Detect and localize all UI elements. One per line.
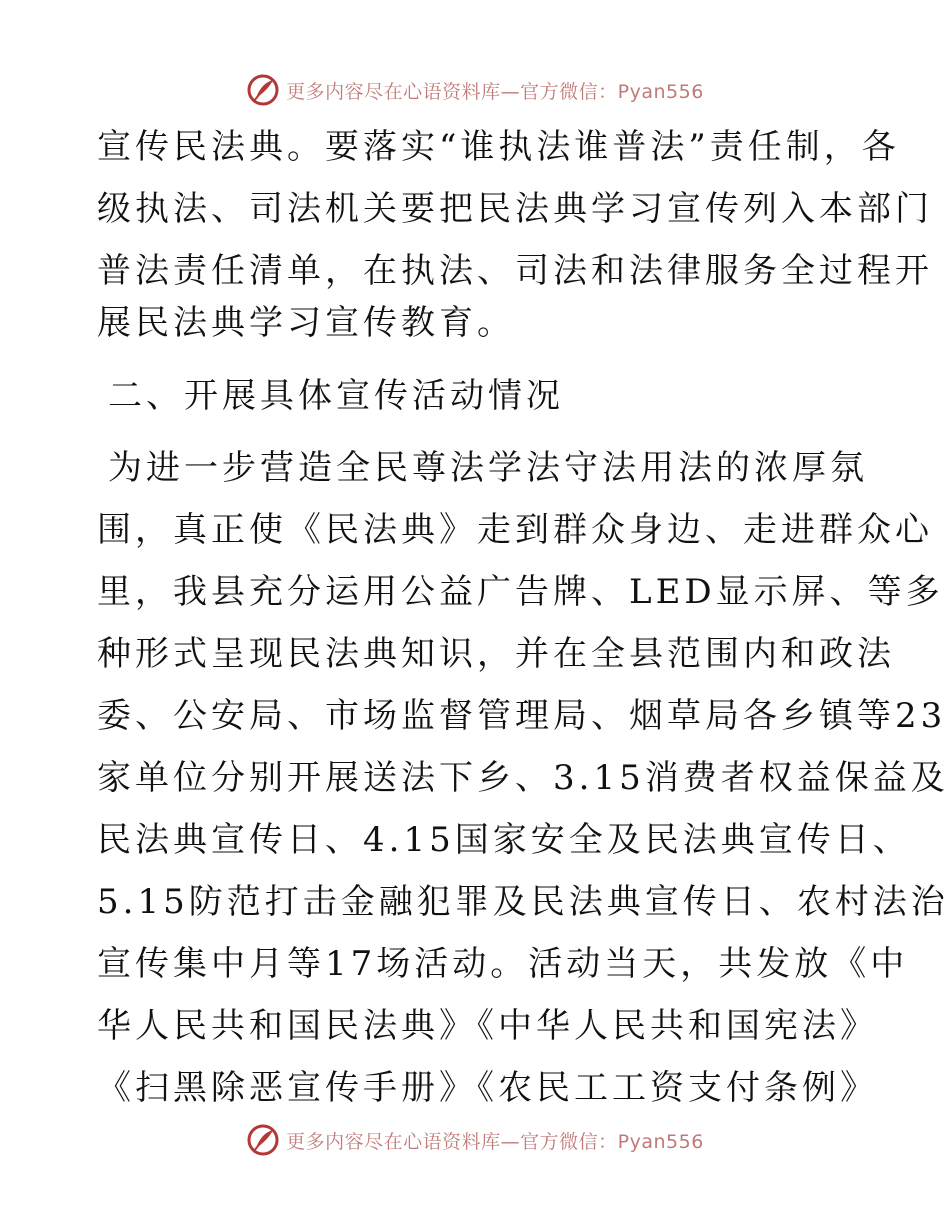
watermark-text: 更多内容尽在心语资料库—官方微信：Pyan556 (286, 1130, 704, 1153)
paragraph-line: 5.15防范打击金融犯罪及民法典宣传日、农村法治 (97, 882, 949, 922)
paragraph-line: 围，真正使《民法典》走到群众身边、走进群众心 (97, 510, 933, 550)
paragraph-line: 里，我县充分运用公益广告牌、LED显示屏、等多 (97, 572, 944, 612)
paragraph-line: 普法责任清单，在执法、司法和法律服务全过程开 (97, 251, 933, 291)
paragraph-line: 为进一步营造全民尊法学法守法用法的浓厚氛 (108, 448, 868, 488)
paragraph-line: 家单位分别开展送法下乡、3.15消费者权益保益及 (97, 758, 949, 798)
paragraph-line: 展民法典学习宣传教育。 (97, 303, 515, 343)
paragraph-line: 种形式呈现民法典知识，并在全县范围内和政法 (97, 634, 895, 674)
paragraph-line: 民法典宣传日、4.15国家安全及民法典宣传日、 (97, 820, 911, 860)
paragraph-line: 级执法、司法机关要把民法典学习宣传列入本部门 (97, 189, 933, 229)
feather-logo-icon (246, 1123, 280, 1157)
paragraph-line: 宣传集中月等17场活动。活动当天，共发放《中 (97, 944, 909, 984)
paragraph-line: 委、公安局、市场监督管理局、烟草局各乡镇等23 (97, 696, 947, 736)
footer-watermark (0, 1120, 950, 1160)
paragraph-line: 《扫黑除恶宣传手册》《农民工工资支付条例》 (97, 1068, 878, 1108)
watermark-text: 更多内容尽在心语资料库—官方微信：Pyan556 (286, 80, 704, 103)
paragraph-line: 华人民共和国民法典》《中华人民共和国宪法》 (97, 1006, 878, 1046)
paragraph-line: 宣传民法典。要落实“谁执法谁普法”责任制，各 (97, 127, 900, 167)
section-heading: 二、开展具体宣传活动情况 (108, 376, 564, 416)
